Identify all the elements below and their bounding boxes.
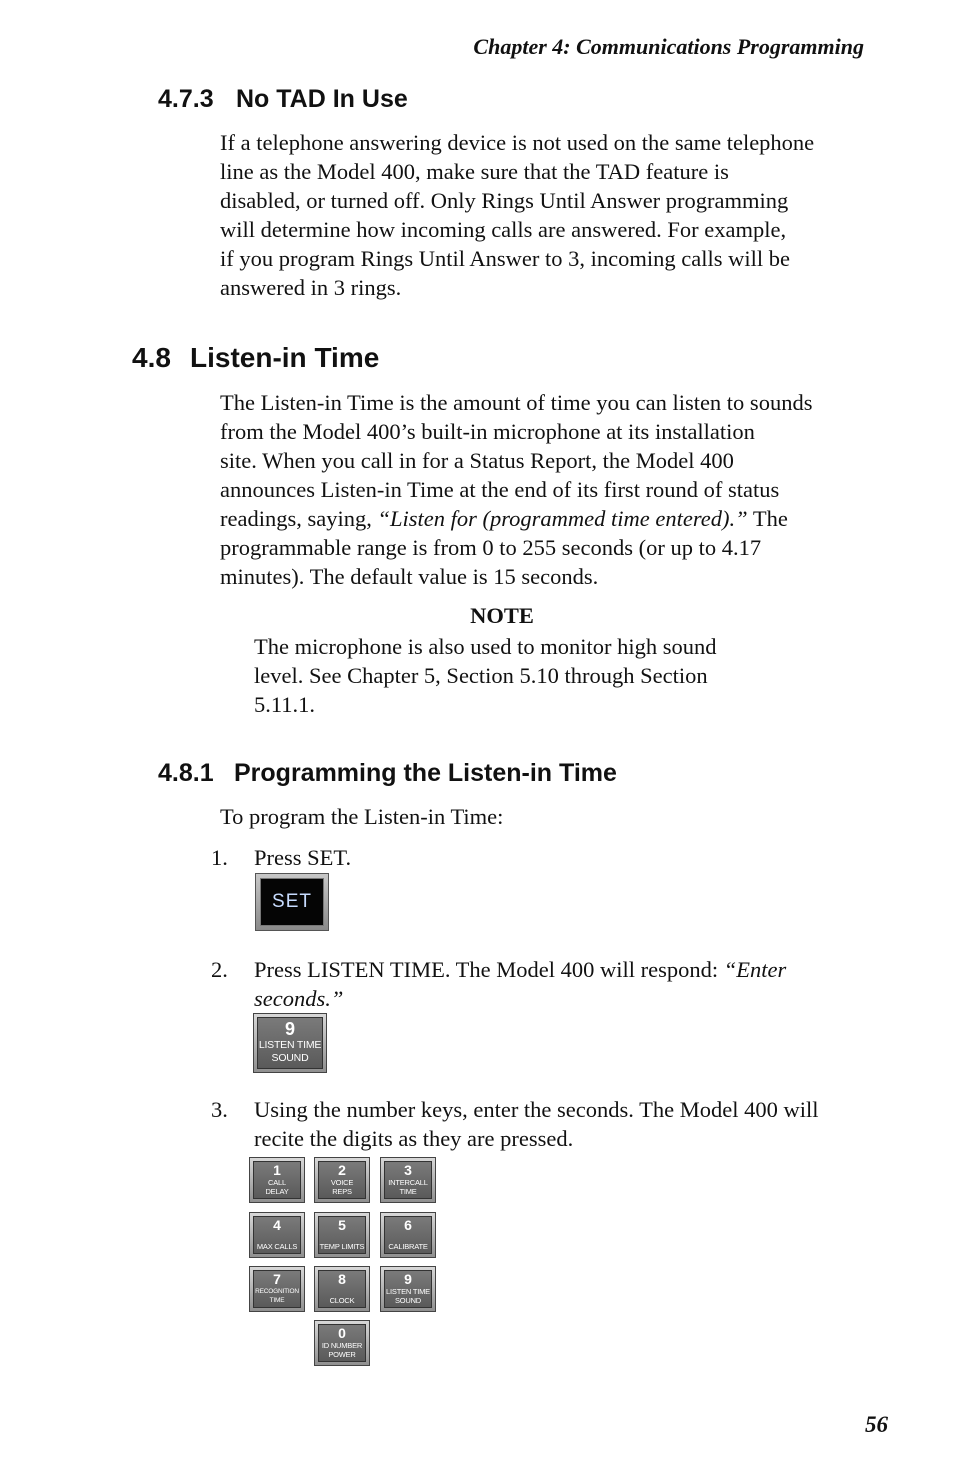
step-number: 1. <box>211 845 228 870</box>
key-digit: 7 <box>273 1271 281 1287</box>
key-face <box>318 1216 366 1254</box>
section-heading-4-8 <box>132 342 379 374</box>
key-label: LISTEN TIME SOUND <box>386 1287 430 1305</box>
key-label: INTERCALL TIME <box>388 1178 428 1196</box>
keypad-key-5 <box>314 1212 370 1258</box>
text-line: programmable range is from 0 to 255 seconds (or up to 4.17 <box>220 535 762 560</box>
key-label: RECOGNITION TIME <box>255 1288 299 1304</box>
section-title: No TAD In Use <box>236 85 408 113</box>
key-face <box>253 1161 301 1199</box>
key-face <box>257 1017 323 1069</box>
key-digit: 9 <box>404 1271 412 1287</box>
key-digit: 1 <box>273 1162 281 1178</box>
key-face <box>384 1161 432 1199</box>
keypad-key-6 <box>380 1212 436 1258</box>
quoted-response: “Enter <box>723 957 787 982</box>
keypad-key-8 <box>314 1266 370 1312</box>
key-digit: 5 <box>338 1217 346 1233</box>
quoted-response: seconds.” <box>254 986 344 1011</box>
text-line: answered in 3 rings. <box>220 275 402 300</box>
key-label: CLOCK <box>329 1296 355 1305</box>
steps-intro: To program the Listen-in Time: <box>220 804 504 829</box>
text-line: will determine how incoming calls are answered. For example, <box>220 217 787 242</box>
text-run: readings, saying, <box>220 506 378 531</box>
text-line: If a telephone answering device is not used on the same telephone <box>220 130 815 155</box>
note-body <box>254 632 716 719</box>
key-digit: 3 <box>404 1162 412 1178</box>
text-run: The <box>747 506 788 531</box>
text-run: Press LISTEN TIME. The Model 400 will respond: <box>254 957 724 982</box>
keypad-key-2 <box>314 1157 370 1203</box>
key-digit: 9 <box>284 1019 295 1039</box>
text-line: The microphone is also used to monitor high sound <box>254 634 717 659</box>
text-line: site. When you call in for a Status Report, the Model 400 <box>220 448 734 473</box>
step-text <box>254 955 786 1013</box>
key-label: CALIBRATE <box>388 1242 428 1251</box>
step-text: Press SET. <box>254 845 352 870</box>
text-line <box>254 984 786 1013</box>
key-label: MAX CALLS <box>256 1242 298 1251</box>
text-line: if you program Rings Until Answer to 3, incoming calls will be <box>220 246 790 271</box>
key-label: ID NUMBER POWER <box>321 1341 363 1359</box>
keypad-key-9 <box>380 1266 436 1312</box>
text-line: The Listen-in Time is the amount of time you can listen to sounds <box>220 390 813 415</box>
keypad-key-3 <box>380 1157 436 1203</box>
step-text <box>254 1095 818 1153</box>
step-number: 2. <box>211 957 228 982</box>
section-title: Programming the Listen-in Time <box>234 759 617 787</box>
key-label: TEMP LIMITS <box>319 1242 365 1251</box>
text-line-with-quote <box>220 504 812 533</box>
keypad-key-4 <box>249 1212 305 1258</box>
text-line: 5.11.1. <box>254 692 316 717</box>
text-line: level. See Chapter 5, Section 5.10 through Section <box>254 663 708 688</box>
text-line: minutes). The default value is 15 seconds. <box>220 564 599 589</box>
section-number: 4.8.1 <box>158 759 214 787</box>
set-key <box>255 873 329 931</box>
section-heading-4-7-3 <box>158 85 408 114</box>
text-line: line as the Model 400, make sure that the TAD feature is <box>220 159 729 184</box>
key-digit: 4 <box>273 1217 281 1233</box>
key-digit: 6 <box>404 1217 412 1233</box>
key-face <box>253 1270 301 1308</box>
key-label: CALL DELAY <box>265 1178 289 1196</box>
key-face <box>318 1161 366 1199</box>
text-line: from the Model 400’s built-in microphone at its installation <box>220 419 755 444</box>
paragraph-no-tad <box>220 128 814 302</box>
keypad-key-1 <box>249 1157 305 1203</box>
key-label: LISTEN TIME SOUND <box>258 1039 322 1064</box>
set-key-label: SET <box>260 878 324 926</box>
key-face <box>318 1324 366 1362</box>
note-title: NOTE <box>470 603 534 628</box>
section-title: Listen-in Time <box>190 342 380 373</box>
key-face <box>384 1216 432 1254</box>
paragraph-listen-in <box>220 388 812 591</box>
listen-time-key <box>253 1013 327 1073</box>
quoted-response: “Listen for (programmed time entered).” <box>377 506 748 531</box>
section-heading-4-8-1 <box>158 759 617 788</box>
key-digit: 0 <box>338 1325 346 1341</box>
key-digit: 8 <box>338 1271 346 1287</box>
section-number: 4.8 <box>132 342 171 373</box>
text-line: disabled, or turned off. Only Rings Until Answer programming <box>220 188 789 213</box>
running-head: Chapter 4: Communications Programming <box>473 34 864 59</box>
text-line: recite the digits as they are pressed. <box>254 1126 574 1151</box>
text-line: announces Listen-in Time at the end of its first round of status <box>220 477 780 502</box>
section-number: 4.7.3 <box>158 85 214 113</box>
keypad-key-0 <box>314 1320 370 1366</box>
step-number: 3. <box>211 1097 228 1122</box>
keypad-key-7 <box>249 1266 305 1312</box>
text-line: Using the number keys, enter the seconds. The Model 400 will <box>254 1097 819 1122</box>
text-line <box>254 955 786 984</box>
page-number: 56 <box>865 1412 888 1437</box>
key-label: VOICE REPS <box>330 1178 354 1196</box>
key-face <box>384 1270 432 1308</box>
key-face <box>318 1270 366 1308</box>
key-digit: 2 <box>338 1162 346 1178</box>
key-face <box>253 1216 301 1254</box>
